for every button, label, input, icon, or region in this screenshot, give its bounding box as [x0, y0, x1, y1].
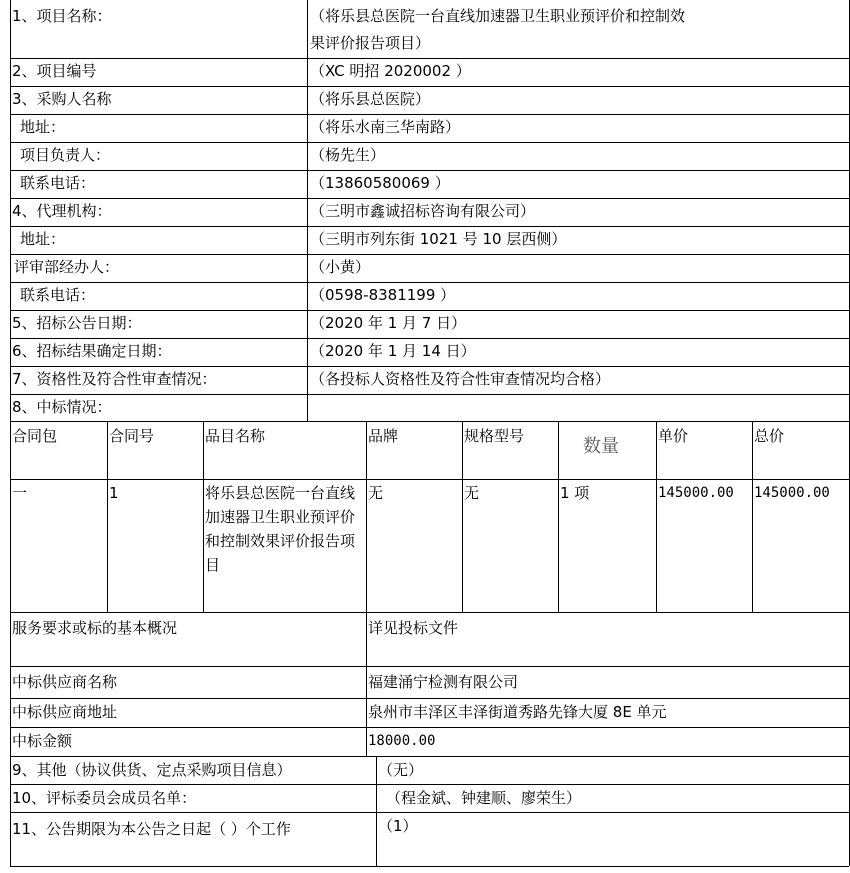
- service-value: 详见投标文件: [368, 619, 459, 637]
- other-label: 9、其他（协议供货、定点采购项目信息）: [12, 761, 292, 779]
- purchaser-name-value: （将乐县总医院）: [310, 90, 431, 108]
- cell-spec: 无: [464, 484, 480, 502]
- agency-address-value: （三明市列东街 1021 号 10 层西侧）: [310, 230, 567, 248]
- award-amount-label: 中标金额: [12, 732, 73, 750]
- project-number-value: （XC 明招 2020002 ）: [310, 62, 471, 80]
- award-amount-value: 18000.00: [368, 733, 436, 749]
- qualification-value: （各投标人资格性及符合性审查情况均合格）: [310, 370, 611, 388]
- col-brand-header: 品牌: [368, 427, 399, 445]
- agency-value: （三明市鑫诚招标咨询有限公司）: [310, 202, 536, 220]
- period-label: 11、公告期限为本公告之日起（ ）个工作: [12, 820, 291, 838]
- committee-label: 10、评标委员会成员名单：: [12, 789, 197, 807]
- service-label: 服务要求或标的基本概况: [12, 619, 178, 637]
- purchaser-address-label: 地址：: [20, 118, 66, 136]
- supplier-name-value: 福建涌宁检测有限公司: [368, 673, 519, 691]
- col-item-name-header: 品目名称: [205, 427, 266, 445]
- cell-package: 一: [12, 484, 28, 502]
- qualification-label: 7、资格性及符合性审查情况：: [12, 370, 217, 388]
- supplier-address-value: 泉州市丰泽区丰泽街道秀路先锋大厦 8E 单元: [368, 703, 667, 721]
- cell-unit-price: 145000.00: [658, 485, 734, 501]
- cell-item-name: 将乐县总医院一台直线加速器卫生职业预评价和控制效果评价报告项目: [205, 484, 356, 574]
- project-name-value-line2: 果评价报告项目）: [310, 34, 431, 52]
- project-number-label: 2、项目编号: [12, 62, 97, 80]
- project-lead-label: 项目负责人：: [20, 146, 111, 164]
- agency-phone-label: 联系电话：: [20, 286, 96, 304]
- purchaser-address-value: （将乐水南三华南路）: [310, 118, 461, 136]
- col-total-price-header: 总价: [754, 427, 785, 445]
- project-name-value-line1: （将乐县总医院一台直线加速器卫生职业预评价和控制效: [310, 7, 686, 25]
- cell-contract-no: 1: [109, 484, 119, 502]
- agency-phone-value: （0598-8381199 ）: [310, 286, 456, 304]
- handler-label: 评审部经办人：: [14, 258, 120, 276]
- col-quantity-header: 数量: [583, 436, 619, 457]
- period-value: （1）: [378, 817, 418, 835]
- purchaser-phone-value: （13860580069 ）: [310, 174, 450, 192]
- committee-value: （程金斌、钟建顺、廖荣生）: [386, 789, 582, 807]
- cell-quantity: 1 项: [560, 484, 590, 502]
- award-status-label: 8、中标情况：: [12, 398, 112, 416]
- col-contract-header: 合同号: [109, 427, 155, 445]
- purchaser-name-label: 3、采购人名称: [12, 90, 112, 108]
- result-date-value: （2020 年 1 月 14 日）: [310, 342, 476, 360]
- handler-value: （小黄）: [310, 258, 371, 276]
- other-value: （无）: [378, 761, 424, 779]
- project-lead-value: （杨先生）: [310, 146, 386, 164]
- supplier-address-label: 中标供应商地址: [12, 703, 118, 721]
- agency-address-label: 地址：: [20, 230, 66, 248]
- announce-date-label: 5、招标公告日期：: [12, 314, 142, 332]
- agency-label: 4、代理机构：: [12, 202, 112, 220]
- col-unit-price-header: 单价: [658, 427, 689, 445]
- cell-brand: 无: [368, 484, 384, 502]
- announce-date-value: （2020 年 1 月 7 日）: [310, 314, 467, 332]
- supplier-name-label: 中标供应商名称: [12, 673, 118, 691]
- col-package-header: 合同包: [12, 427, 58, 445]
- result-date-label: 6、招标结果确定日期：: [12, 342, 172, 360]
- project-name-label: 1、项目名称：: [12, 7, 112, 25]
- cell-total-price: 145000.00: [754, 485, 830, 501]
- purchaser-phone-label: 联系电话：: [20, 174, 96, 192]
- col-spec-header: 规格型号: [464, 427, 525, 445]
